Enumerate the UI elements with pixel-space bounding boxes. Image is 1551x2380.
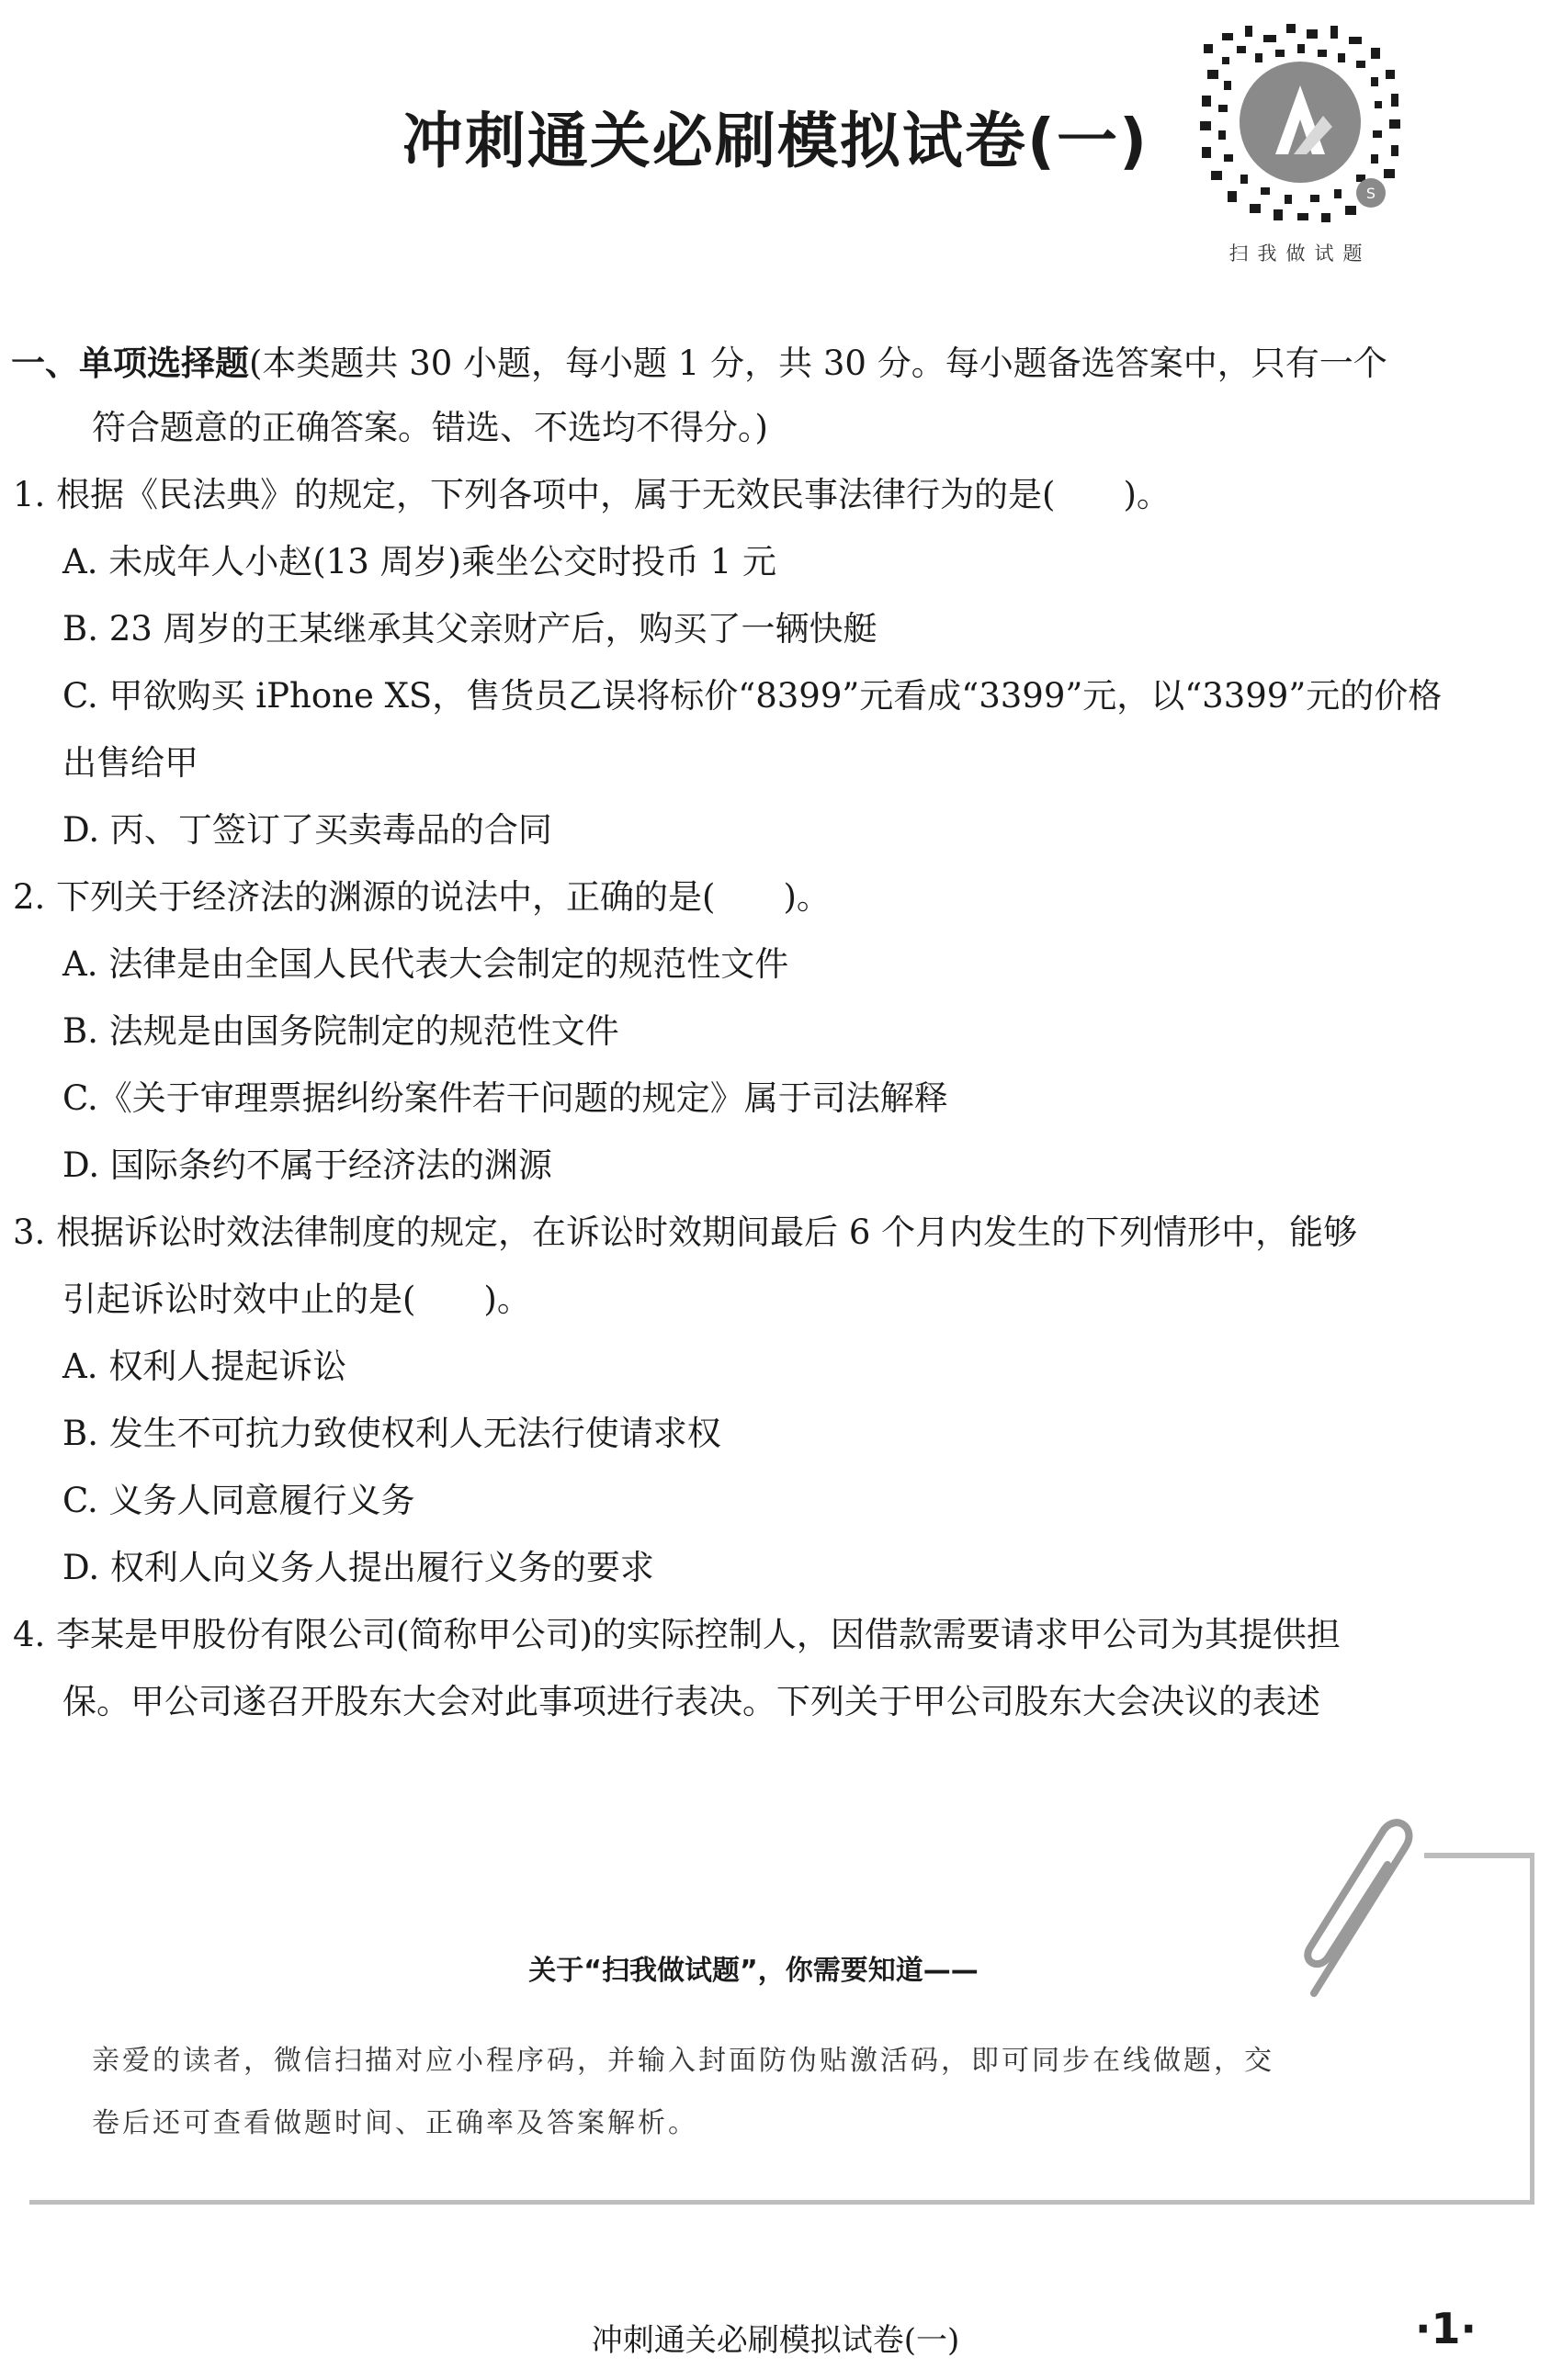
question-stem-line: 1. 根据《民法典》的规定，下列各项中，属于无效民事法律行为的是( )。 [13,475,1171,514]
answer-option[interactable]: D. 丙、丁签订了买卖毒品的合同 [62,810,552,850]
section-instruction-line-2: 符合题意的正确答案。错选、不选均不得分。) [92,408,768,447]
answer-option[interactable]: B. 法规是由国务院制定的规范性文件 [62,1011,619,1051]
qr-code-icon[interactable] [1194,17,1406,228]
answer-option[interactable]: D. 权利人向义务人提出履行义务的要求 [62,1548,654,1587]
footer-title: 冲刺通关必刷模拟试卷(一) [591,2322,960,2359]
answer-option[interactable]: C. 义务人同意履行义务 [62,1481,415,1520]
notice-box [28,1837,1534,2205]
section-instruction-line-1: 一、单项选择题(本类题共 30 小题，每小题 1 分，共 30 分。每小题备选答案中，只有一个 [11,344,1387,383]
notice-heading: 关于“扫我做试题”，你需要知道—— [528,1955,979,1987]
answer-option[interactable]: A. 未成年人小赵(13 周岁)乘坐公交时投币 1 元 [62,542,777,581]
answer-option[interactable]: A. 权利人提起诉讼 [62,1347,347,1386]
answer-option[interactable]: C. 甲欲购买 iPhone XS，售货员乙误将标价“8399”元看成“3399”元，以“3399”元的价格 [62,676,1443,716]
page-title: 冲刺通关必刷模拟试卷(一) [402,106,1149,176]
answer-option[interactable]: C.《关于审理票据纠纷案件若干问题的规定》属于司法解释 [62,1078,948,1118]
answer-option[interactable]: D. 国际条约不属于经济法的渊源 [62,1145,552,1185]
qr-code-block[interactable] [1194,17,1406,266]
notice-body-line-1: 亲爱的读者，微信扫描对应小程序码，并输入封面防伪贴激活码，即可同步在线做题，交 [92,2045,1274,2077]
notice-body [92,2030,1470,2155]
answer-option[interactable]: A. 法律是由全国人民代表大会制定的规范性文件 [62,944,789,984]
question-stem-line: 引起诉讼时效中止的是( )。 [62,1280,531,1319]
question-stem-line: 保。甲公司遂召开股东大会对此事项进行表决。下列关于甲公司股东大会决议的表述 [62,1682,1320,1721]
answer-option[interactable]: B. 23 周岁的王某继承其父亲财产后，购买了一辆快艇 [62,609,877,649]
question-stem-line: 2. 下列关于经济法的渊源的说法中，正确的是( )。 [13,877,831,917]
answer-option[interactable]: 出售给甲 [62,743,198,783]
qr-caption: 扫我做试题 [1228,243,1372,265]
page-number: ·1· [1415,2304,1477,2353]
notice-body-line-2: 卷后还可查看做题时间、正确率及答案解析。 [92,2107,698,2139]
svg-text:S: S [1365,185,1376,202]
question-stem-line: 3. 根据诉讼时效法律制度的规定，在诉讼时效期间最后 6 个月内发生的下列情形中，能够 [13,1213,1358,1252]
question-stem-line: 4. 李某是甲股份有限公司(简称甲公司)的实际控制人，因借款需要请求甲公司为其提供担 [13,1615,1341,1654]
section-heading: 一、单项选择题 [11,344,249,383]
answer-option[interactable]: B. 发生不可抗力致使权利人无法行使请求权 [62,1414,721,1453]
